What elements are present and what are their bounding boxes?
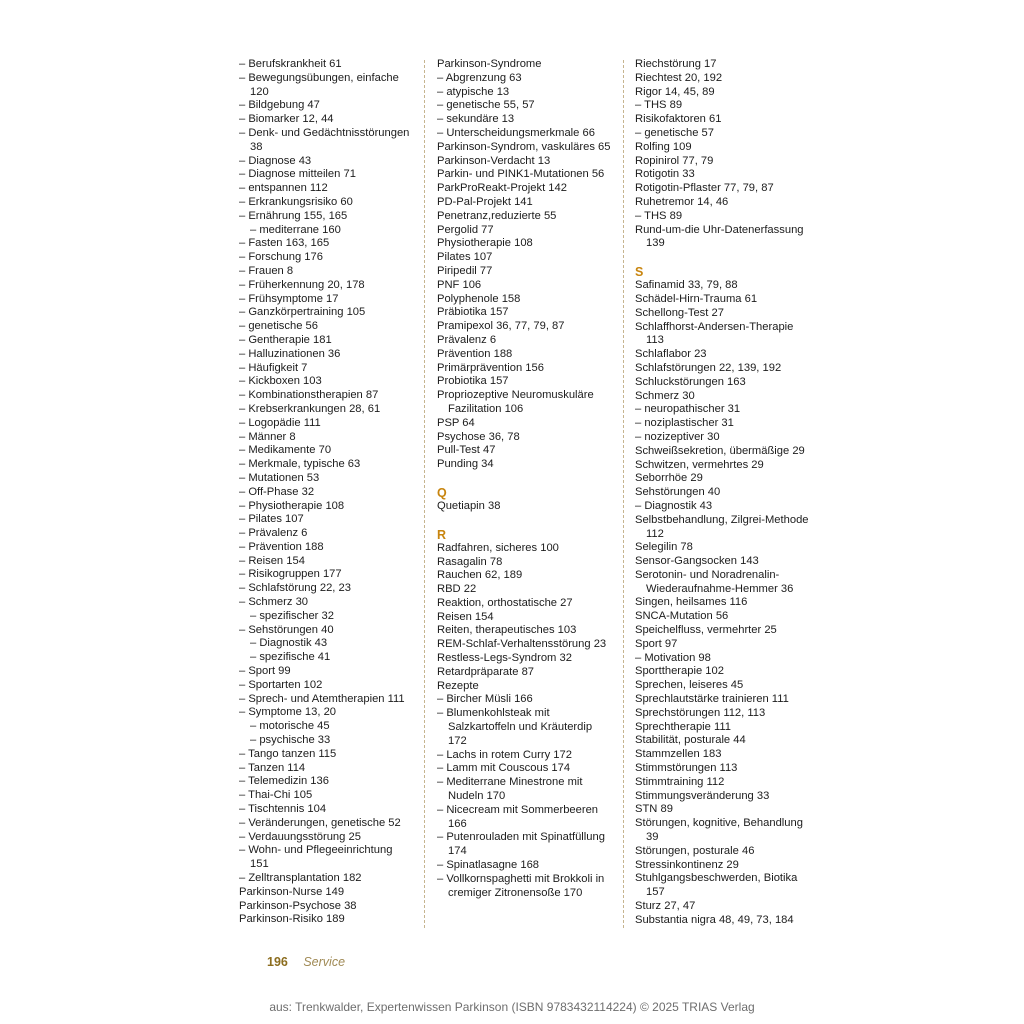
index-entry: ParkProReakt-Projekt 142: [437, 182, 567, 195]
index-entry: Retardpräparate 87: [437, 665, 535, 678]
index-subentry: – Ernährung 155, 165: [239, 209, 348, 222]
index-entry: Pergolid 77: [437, 223, 494, 236]
index-subentry: – Reisen 154: [239, 554, 305, 567]
index-subentry: – Medikamente 70: [239, 444, 332, 457]
index-entry: Polyphenole 158: [437, 292, 521, 305]
index-entry: PSP 64: [437, 416, 475, 429]
index-subentry: – neuropathischer 31: [635, 403, 741, 416]
index-subentry: – Telemedizin 136: [239, 775, 329, 788]
index-entry: Stimmtraining 112: [635, 775, 725, 788]
index-entry: Ropinirol 77, 79: [635, 154, 714, 167]
index-subentry: – Kickboxen 103: [239, 375, 322, 388]
index-subentry: – Logopädie 111: [239, 416, 321, 429]
index-subentry: – Motivation 98: [635, 651, 711, 664]
index-subentry: – Blumenkohlsteak mit Salzkartoffeln und Kräuterdip 172: [437, 707, 593, 747]
index-subentry: – Bildgebung 47: [239, 99, 320, 112]
index-entry: Prävention 188: [437, 347, 513, 360]
index-entry: Pull-Test 47: [437, 444, 496, 457]
index-entry: Schluckstörungen 163: [635, 375, 746, 388]
index-entry: Radfahren, sicheres 100: [437, 541, 559, 554]
index-subentry: – entspannen 112: [239, 182, 328, 195]
index-subentry: – Prävention 188: [239, 540, 324, 553]
index-subentry: – atypische 13: [437, 85, 510, 98]
index-entry: Schweißsekretion, übermäßige 29: [635, 444, 805, 457]
index-subentry: – Erkrankungsrisiko 60: [239, 195, 353, 208]
page-folio: [267, 955, 345, 969]
index-subentry: – Pilates 107: [239, 513, 304, 526]
index-entry: Parkinson-Psychose 38: [239, 899, 357, 912]
index-entry: Physiotherapie 108: [437, 237, 533, 250]
index-entry: Sturz 27, 47: [635, 900, 696, 913]
index-entry: PD-Pal-Projekt 141: [437, 195, 533, 208]
index-subentry: – Fasten 163, 165: [239, 237, 330, 250]
index-subentry: – Diagnose mitteilen 71: [239, 168, 356, 181]
index-entry: Schellong-Test 27: [635, 306, 724, 319]
index-subentry: – spezifischer 32: [250, 609, 334, 622]
index-entry: Rigor 14, 45, 89: [635, 85, 715, 98]
index-subentry: – Frauen 8: [239, 264, 294, 277]
index-entry: Primärprävention 156: [437, 361, 544, 374]
column-divider: [424, 60, 425, 928]
index-entry: Risikofaktoren 61: [635, 113, 722, 126]
index-entry: STN 89: [635, 803, 673, 816]
index-entry: Punding 34: [437, 458, 494, 471]
index-entry: Parkinson-Verdacht 13: [437, 154, 551, 167]
index-subentry: – nozizeptiver 30: [635, 430, 720, 443]
index-entry: Pilates 107: [437, 251, 493, 264]
index-subentry: – Mediterrane Minestrone mit Nudeln 170: [437, 776, 583, 803]
index-subentry: – Off-Phase 32: [239, 485, 315, 498]
index-column-1: [239, 58, 414, 927]
index-entry: Selegilin 78: [635, 541, 693, 554]
index-letter-heading: S: [635, 265, 644, 280]
index-subentry: – Halluzinationen 36: [239, 347, 341, 360]
index-entry: Rotigotin-Pflaster 77, 79, 87: [635, 182, 774, 195]
section-name: Service: [303, 955, 346, 969]
index-subentry: – Verdauungsstörung 25: [239, 830, 361, 843]
index-entry: PNF 106: [437, 278, 482, 291]
index-subentry: – Biomarker 12, 44: [239, 113, 334, 126]
index-entry: Rund-um-die Uhr-Datenerfassung 139: [635, 223, 804, 250]
index-entry: Restless-Legs-Syndrom 32: [437, 652, 572, 665]
index-subentry: – Zelltransplantation 182: [239, 872, 362, 885]
index-entry: Pramipexol 36, 77, 79, 87: [437, 320, 565, 333]
index-subentry: – Früherkennung 20, 178: [239, 278, 365, 291]
index-entry: REM-Schlaf-Verhaltensstörung 23: [437, 638, 607, 651]
index-subentry: – Putenrouladen mit Spinatfüllung 174: [437, 831, 605, 858]
index-entry: Sprechtherapie 111: [635, 720, 731, 733]
index-entry: Propriozeptive Neuromuskuläre Fazilitation 106: [437, 389, 594, 415]
index-subentry: – genetische 56: [239, 320, 318, 333]
index-entry: Singen, heilsames 116: [635, 596, 748, 609]
index-entry: Präbiotika 157: [437, 306, 509, 319]
index-subentry: – spezifische 41: [250, 651, 331, 664]
index-entry: Stimmungsveränderung 33: [635, 789, 770, 802]
index-entry: Sport 97: [635, 637, 678, 650]
index-entry: Parkinson-Risiko 189: [239, 913, 345, 926]
index-entry: Riechtest 20, 192: [635, 71, 723, 84]
source-footer: aus: Trenkwalder, Expertenwissen Parkinson (ISBN 9783432114224) © 2025 TRIAS Verlag: [269, 1000, 755, 1014]
index-entry: Sprechen, leiseres 45: [635, 679, 744, 692]
index-subentry: – Tischtennis 104: [239, 803, 327, 816]
index-entry: Sprechlautstärke trainieren 111: [635, 693, 789, 706]
index-subentry: – Sport 99: [239, 665, 291, 678]
index-entry: Prävalenz 6: [437, 333, 497, 346]
index-entry: Parkinson-Syndrom, vaskuläres 65: [437, 140, 611, 153]
index-entry: Schlafstörungen 22, 139, 192: [635, 361, 782, 374]
index-entry: Selbstbehandlung, Zilgrei-Methode 112: [635, 513, 809, 540]
index-entry: Sensor-Gangsocken 143: [635, 555, 759, 568]
index-entry: Ruhetremor 14, 46: [635, 195, 729, 208]
index-entry: Schmerz 30: [635, 389, 695, 402]
index-entry: Sporttherapie 102: [635, 665, 724, 678]
index-subentry: – Sehstörungen 40: [239, 623, 334, 636]
index-subentry: – Wohn- und Pflegeeinrichtung 151: [239, 844, 393, 871]
index-subentry: – noziplastischer 31: [635, 417, 734, 430]
index-entry: Stressinkontinenz 29: [635, 858, 739, 871]
index-subentry: – Häufigkeit 7: [239, 361, 308, 374]
index-entry: Rasagalin 78: [437, 555, 503, 568]
index-entry: Reaktion, orthostatische 27: [437, 596, 573, 609]
index-subentry: – Berufskrankheit 61: [239, 58, 342, 70]
index-subentry: – Diagnostik 43: [250, 637, 328, 650]
index-column-2: [437, 58, 612, 900]
index-entry: Störungen, kognitive, Behandlung 39: [635, 817, 803, 844]
index-entry: Stuhlgangsbeschwerden, Biotika 157: [635, 872, 798, 899]
index-entry: Sehstörungen 40: [635, 486, 721, 499]
index-subentry: – Spinatlasagne 168: [437, 859, 540, 872]
page-number: 196: [267, 955, 288, 969]
index-subentry: – Abgrenzung 63: [437, 71, 522, 84]
index-entry: Parkinson-Nurse 149: [239, 885, 345, 898]
index-subentry: – Sportarten 102: [239, 678, 323, 691]
index-entry: Parkinson-Syndrome: [437, 58, 542, 70]
index-entry: Störungen, posturale 46: [635, 844, 755, 857]
index-entry: Reisen 154: [437, 610, 494, 623]
index-subentry: – Gentherapie 181: [239, 333, 332, 346]
index-letter-heading: Q: [437, 485, 447, 500]
index-subentry: – Bircher Müsli 166: [437, 693, 533, 706]
index-subentry: – Sprech- und Atemtherapien 111: [239, 692, 405, 705]
index-entry: Safinamid 33, 79, 88: [635, 279, 738, 292]
index-entry: Stabilität, posturale 44: [635, 734, 746, 747]
index-subentry: – genetische 57: [635, 126, 714, 139]
index-subentry: – Nicecream mit Sommerbeeren 166: [437, 803, 599, 830]
index-subentry: – Unterscheidungsmerkmale 66: [437, 126, 595, 139]
index-subentry: – Veränderungen, genetische 52: [239, 816, 401, 829]
index-subentry: – Schmerz 30: [239, 596, 309, 609]
index-entry: Sprechstörungen 112, 113: [635, 706, 766, 719]
index-subentry: – Tango tanzen 115: [239, 747, 337, 760]
index-subentry: – Männer 8: [239, 430, 296, 443]
index-entry: Rauchen 62, 189: [437, 569, 523, 582]
index-entry: RBD 22: [437, 583, 477, 596]
index-subentry: – Risikogruppen 177: [239, 568, 342, 581]
index-entry: Rotigotin 33: [635, 168, 695, 181]
index-entry: Quetiapin 38: [437, 499, 501, 512]
index-entry: Schlaffhorst-Andersen-Therapie 113: [635, 320, 794, 347]
index-subentry: – THS 89: [635, 99, 683, 112]
index-entry: Stammzellen 183: [635, 748, 722, 761]
index-entry: Substantia nigra 48, 49, 73, 184: [635, 913, 794, 926]
index-subentry: – Frühsymptome 17: [239, 292, 339, 305]
index-subentry: – Prävalenz 6: [239, 527, 308, 540]
index-subentry: – Bewegungsübungen, einfache 120: [239, 71, 399, 98]
index-entry: Rezepte: [437, 679, 479, 692]
index-entry: Schlaflabor 23: [635, 348, 707, 361]
index-entry: Speichelfluss, vermehrter 25: [635, 624, 777, 637]
index-entry: Rolfing 109: [635, 140, 692, 153]
index-entry: SNCA-Mutation 56: [635, 610, 729, 623]
index-subentry: – Schlafstörung 22, 23: [239, 582, 351, 595]
index-entry: Reiten, therapeutisches 103: [437, 624, 577, 637]
index-subentry: – Kombinationstherapien 87: [239, 389, 379, 402]
index-subentry: – Diagnose 43: [239, 154, 312, 167]
index-subentry: – Physiotherapie 108: [239, 499, 345, 512]
index-subentry: – Lachs in rotem Curry 172: [437, 748, 572, 761]
index-letter-heading: R: [437, 527, 447, 542]
index-subentry: – Merkmale, typische 63: [239, 458, 361, 471]
index-subentry: – sekundäre 13: [437, 113, 515, 126]
index-subentry: – Krebserkrankungen 28, 61: [239, 402, 381, 415]
index-subentry: – Lamm mit Couscous 174: [437, 762, 571, 775]
index-subentry: – Symptome 13, 20: [239, 706, 337, 719]
index-column-3: [635, 58, 813, 928]
index-entry: Schwitzen, vermehrtes 29: [635, 458, 764, 471]
index-entry: Riechstörung 17: [635, 58, 717, 70]
index-subentry: – Tanzen 114: [239, 761, 306, 774]
index-subentry: – Denk- und Gedächtnisstörungen 38: [239, 126, 410, 153]
index-entry: Serotonin- und Noradrenalin-Wiederaufnahme-Hemmer 36: [635, 568, 794, 595]
index-subentry: – Diagnostik 43: [635, 499, 713, 512]
index-subentry: – psychische 33: [250, 734, 331, 747]
index-entry: Piripedil 77: [437, 264, 493, 277]
index-subentry: – Mutationen 53: [239, 471, 320, 484]
index-subentry: – motorische 45: [250, 720, 330, 733]
index-subentry: – Thai-Chi 105: [239, 789, 313, 802]
index-subentry: – Ganzkörpertraining 105: [239, 306, 366, 319]
index-entry: Stimmstörungen 113: [635, 762, 738, 775]
index-subentry: – Vollkornspaghetti mit Brokkoli in cremiger Zitronensoße 170: [437, 872, 605, 899]
index-subentry: – Forschung 176: [239, 251, 323, 264]
index-entry: Probiotika 157: [437, 375, 509, 388]
index-subentry: – genetische 55, 57: [437, 99, 535, 112]
index-subentry: – mediterrane 160: [250, 223, 341, 236]
index-entry: Psychose 36, 78: [437, 430, 520, 443]
index-entry: Penetranz,reduzierte 55: [437, 209, 557, 222]
index-subentry: – THS 89: [635, 209, 683, 222]
index-entry: Seborrhöe 29: [635, 472, 703, 485]
column-divider: [623, 60, 624, 928]
index-entry: Schädel-Hirn-Trauma 61: [635, 292, 758, 305]
index-entry: Parkin- und PINK1-Mutationen 56: [437, 168, 605, 181]
